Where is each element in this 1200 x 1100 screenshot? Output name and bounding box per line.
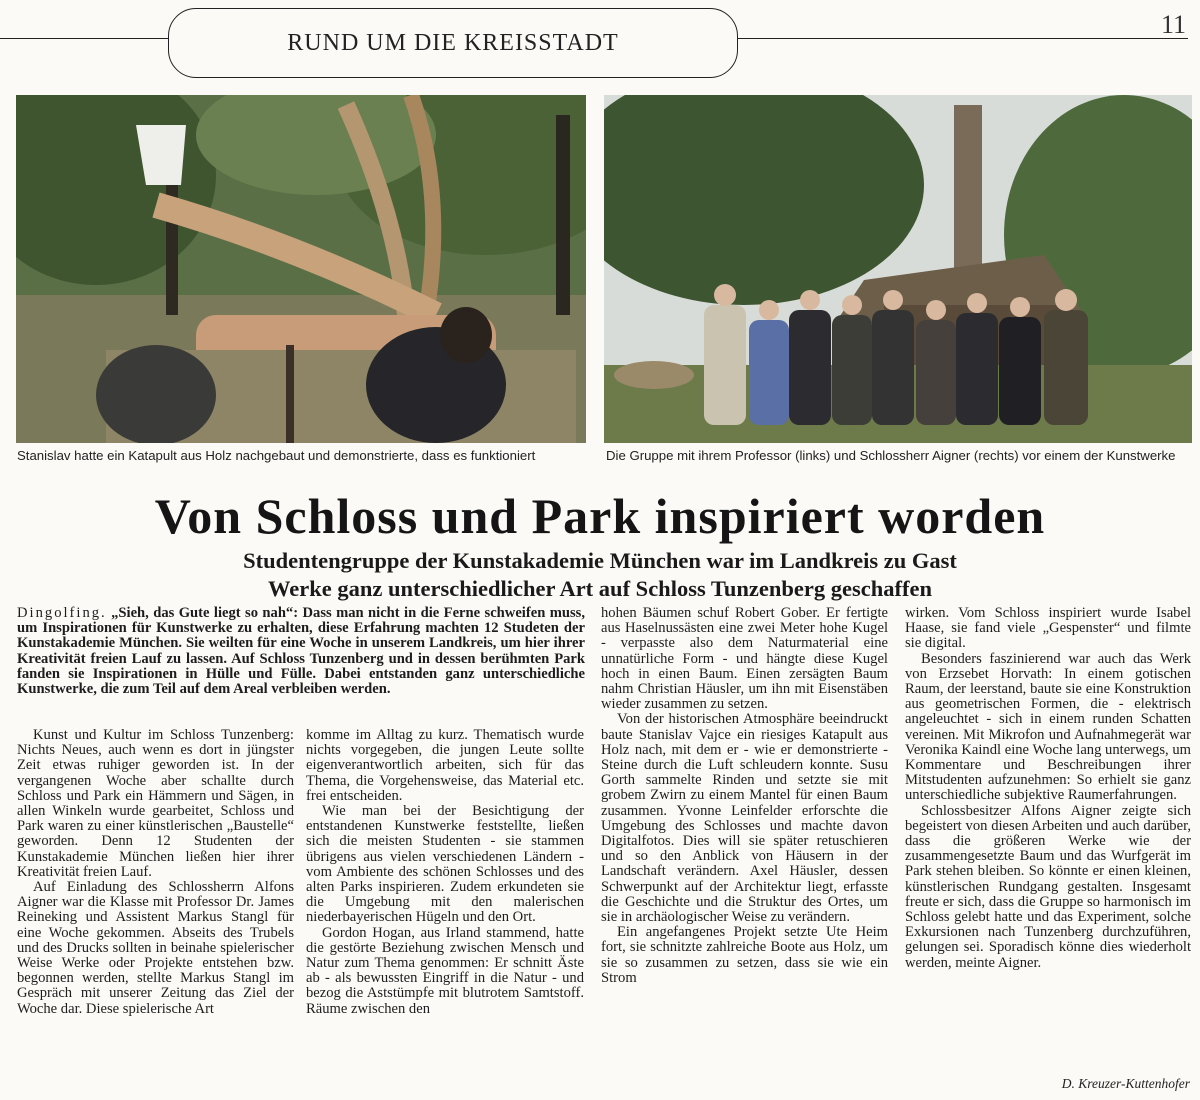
subheadline-1: Studentengruppe der Kunstakademie München war im Landkreis zu Gast [243,548,957,573]
page-number: 11 [1160,10,1186,39]
paragraph: Kunst und Kultur im Schloss Tunzenberg: Nichts Neues, auch wenn es dort in jüngster Zeit etwas ruhiger geworden ist. In der vergangenen Woche aber schallte durch Schloss und Park ein Hämmern und Sägen, in allen Winkeln wurde gearbeitet, Schloss und Park waren zu einer künstlerischen „Baustelle“ geworden. Denn 12 Studenten der Kunstakademie München ließen hier ihrer Kreativität freien Lauf. [17,727,294,880]
paragraph: Gordon Hogan, aus Irland stammend, hatte die gestörte Beziehung zwischen Mensch und Natur zum Thema genommen: Er schnitt Äste ab - als bewussten Eingriff in die Natur - und bezog die Aststümpfe mit blutrotem Samtstoff. Räume zwischen den [306,924,584,1017]
headline: Von Schloss und Park inspiriert worden [154,488,1046,544]
article-column-3 [601,606,888,986]
section-title-box [168,8,738,78]
photo-catapult [16,95,586,443]
paragraph: Auf Einladung des Schlossherrn Alfons Aigner war die Klasse mit Professor Dr. James Reineking und Assistent Markus Stangl für eine Woche gekommen. Abseits des Trubels und des Drucks sollten in beinahe spielerischer Weise Werke oder Projekte entstehen bzw. begonnen werden, stellte Markus Stangl im Gespräch mit unserer Zeitung das Ziel der Woche dar. Diese spielerische Art [17,879,294,1017]
section-title: RUND UM DIE KREISSTADT [287,29,619,56]
paragraph: komme im Alltag zu kurz. Thematisch wurde nichts vorgegeben, die jungen Leute sollte eigenverantwortlich arbeiten, sich für das Thema, die Vorgehensweise, das Material etc. frei entscheiden. [306,727,584,804]
subheadline-2: Werke ganz unterschiedlicher Art auf Schloss Tunzenberg geschaffen [268,576,932,601]
header-rule-left [0,38,168,39]
article-column-4 [905,606,1191,971]
article-column-1 [17,728,294,1017]
paragraph: Ein angefangenes Projekt setzte Ute Heim fort, sie schnitzte zahlreiche Boote aus Holz, um sie so zusammen zu setzen, dass sie wie ein Strom [601,924,888,986]
lead-text: „Sieh, das Gute liegt so nah“: Dass man nicht in die Ferne schweifen muss, um Inspirationen für Kunstwerke zu erhalten, diese Erfahrung machten 12 Studeten der Kunstakademie München. Sie weilten für eine Woche in unserem Landkreis, um hier ihrer Kreativität freien Lauf zu lassen. Auf Schloss Tunzenberg und in dessen berühmten Park fanden sie Inspirationen in Hülle und Fülle. Dabei entstanden ganz unterschiedliche Kunstwerke, die zum Teil auf dem Areal verbleiben werden. [17,605,585,698]
article-column-2 [306,728,584,1017]
header-rule-right [738,38,1188,39]
paragraph: Wie man bei der Besichtigung der entstandenen Kunstwerke feststellte, ließen sich die meisten Studenten - sie stammen übrigens aus vielen verschiedenen Ländern - vom Ambiente des schönen Schlosses und des alten Parks inspirieren. Zudem erkundeten sie die Umgebung mit den malerischen niederbayerischen Hügeln und den Ort. [306,803,584,926]
photo-caption-catapult: Stanislav hatte ein Katapult aus Holz nachgebaut und demonstrierte, dass es funktioniert [17,448,536,463]
paragraph: Besonders faszinierend war auch das Werk von Erzsebet Horvath: In einem gotischen Raum, der leerstand, baute sie eine Konstruktion aus geometrischen Formen, die - elektrisch angeleuchtet - sich in einem runden Schatten vereinen. Mit Mikrofon und Aufnahmegerät war Veronika Kaindl eine Woche lang unterwegs, um Kommentare und Beschreibungen ihrer Mitstudenten aufzunehmen: So erhielt sie ganz unterschiedliche subjektive Raumerfahrungen. [905,650,1191,804]
paragraph: hohen Bäumen schuf Robert Gober. Er fertigte aus Haselnussästen eine zwei Meter hohe Kugel - verpasste also dem Naturmaterial eine unnatürliche Form - und hängte diese Kugel hoch in einen Baum. Einen zersägten Baum nahm Christian Häusler, um ihn mit Eisenstäben wieder zusammen zu setzen. [601,605,888,713]
lead-paragraph [17,606,585,697]
photo-group [604,95,1192,443]
paragraph: Schlossbesitzer Alfons Aigner zeigte sich begeistert von diesen Arbeiten und auch darüber, dass die größeren Werke wie der zusammengesetzte Baum und das Wurfgerät im Park stehen bleiben. So könnte er einen kleinen, künstlerischen Rundgang gestalten. Insgesamt freute er sich, dass die Gruppe so harmonisch im Schloss gelebt hatte und das Experiment, solche Exkursionen nach Tunzenberg durchzuführen, gelungen sei. Sporadisch könne dies wiederholt werden, meinte Aigner. [905,802,1191,971]
dateline: Dingolfing. [17,605,107,621]
paragraph: wirken. Vom Schloss inspiriert wurde Isabel Haase, sie fand viele „Gespenster“ und filmte sie digital. [905,605,1191,652]
author-byline: D. Kreuzer-Kuttenhofer [1061,1076,1190,1091]
paragraph: Von der historischen Atmosphäre beeindruckt baute Stanislav Vajce ein riesiges Katapult aus Holz nach, mit dem er - wie er demonstrierte - Steine durch die Luft schleudern konnte. Susu Gorth sammelte Rinden und setzte sie mit grobem Zwirn zu einem Mantel für einen Baum zusammen. Yvonne Leinfelder erforschte die Umgebung des Schlosses und machte davon Digitalfotos. Dies will sie später retuschieren und so den Anblick von Häusern in der Landschaft verändern. Axel Häusler, dessen Schwerpunkt auf der Architektur liegt, erfasste die Geschichte und die Struktur des Ortes, um sie in archäologischer Weise zu verändern. [601,711,888,926]
photo-caption-group: Die Gruppe mit ihrem Professor (links) und Schlossherr Aigner (rechts) vor einem der Kunstwerke [606,448,1176,463]
